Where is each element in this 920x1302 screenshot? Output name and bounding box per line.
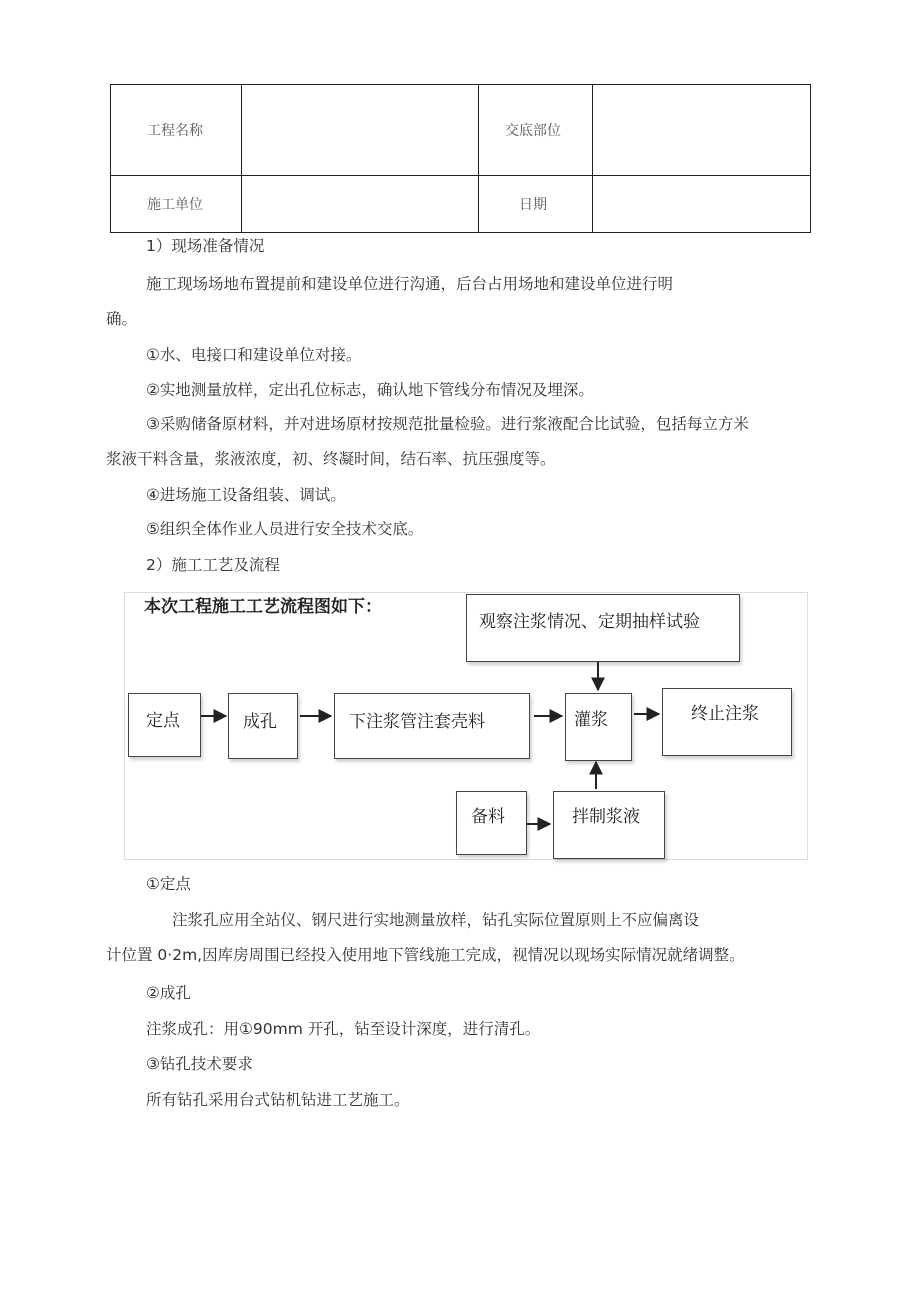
table-row [111,85,811,176]
prep-item-3-line2: 浆液干料含量，浆液浓度，初、终凝时间，结石率、抗压强度等。 [106,450,556,468]
node-fix-point-label: 定点 [146,711,180,731]
step1-heading: ①定点 [146,875,191,893]
node-prepare-label: 备料 [471,807,505,827]
handover-part-label: 交底部位 [479,85,593,176]
flowchart-arrows [124,592,808,860]
section2-heading: 2）施工工艺及流程 [146,556,280,574]
handover-part-value [593,85,811,176]
section1-paragraph-line2: 确。 [106,310,138,328]
step1-line1: 注浆孔应用全站仪、钢尺进行实地测量放样，钻孔实际位置原则上不应偏离设 [172,911,700,929]
project-name-value [242,85,479,176]
date-value [593,176,811,233]
table-row [111,176,811,233]
info-table [110,84,811,233]
section1-paragraph-line1: 施工现场场地布置提前和建设单位进行沟通，后台占用场地和建设单位进行明 [146,275,674,293]
node-stop-label: 终止注浆 [691,704,759,724]
process-flowchart [124,592,808,860]
node-mix-label: 拌制浆液 [572,807,640,827]
flowchart-title: 本次工程施工工艺流程图如下： [144,597,382,617]
prep-item-3-line1: ③采购储备原材料，并对进场原材按规范批量检验。进行浆液配合比试验，包括每立方米 [146,415,749,433]
step2-heading: ②成孔 [146,984,191,1002]
node-grout-label: 灌浆 [574,710,608,730]
node-insert-pipe-label: 下注浆管注套壳料 [349,712,485,732]
step3-heading: ③钻孔技术要求 [146,1055,253,1073]
prep-item-1: ①水、电接口和建设单位对接。 [146,346,362,364]
node-drill-label: 成孔 [243,712,277,732]
prep-item-2: ②实地测量放样，定出孔位标志，确认地下管线分布情况及埋深。 [146,381,594,399]
construction-unit-label: 施工单位 [111,176,242,233]
construction-unit-value [242,176,479,233]
date-label: 日期 [479,176,593,233]
project-name-label: 工程名称 [111,85,242,176]
section1-heading: 1）现场准备情况 [146,237,265,255]
node-observe-label: 观察注浆情况、定期抽样试验 [479,612,700,632]
step1-line2: 计位置 0·2m,因库房周围已经投入使用地下管线施工完成，视情况以现场实际情况就绪调整。 [106,946,745,964]
prep-item-5: ⑤组织全体作业人员进行安全技术交底。 [146,520,424,538]
step3-text: 所有钻孔采用台式钻机钻进工艺施工。 [146,1091,410,1109]
prep-item-4: ④进场施工设备组装、调试。 [146,486,346,504]
step2-text: 注浆成孔：用①90mm 开孔，钻至设计深度，进行清孔。 [146,1020,541,1038]
